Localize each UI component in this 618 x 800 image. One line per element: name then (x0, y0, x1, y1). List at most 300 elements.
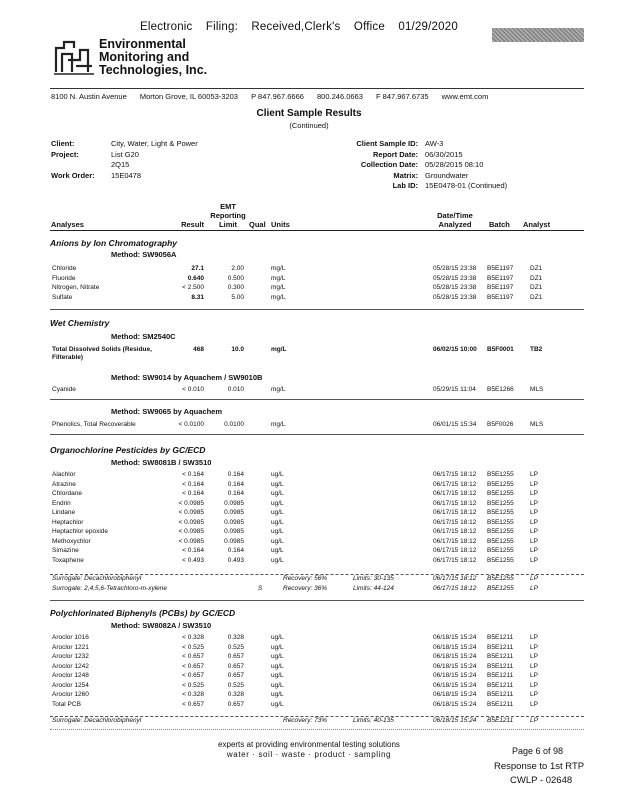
analyte-name: Heptachlor epoxide (52, 528, 109, 535)
scan-stamp-mark (492, 28, 584, 42)
date-analyzed: 06/17/15 18:12 (433, 528, 477, 535)
analyst-id: LP (530, 480, 538, 488)
table-row (0, 691, 618, 701)
result-value: < 0.0985 (178, 499, 204, 507)
reporting-limit: 0.328 (227, 691, 244, 698)
result-value: < 0.164 (182, 471, 204, 478)
date-analyzed: 06/01/15 15:34 (433, 421, 477, 428)
address-tollfree: 800.246.0663 (317, 92, 363, 101)
date-analyzed: 06/17/15 18:12 (433, 499, 477, 507)
surrogate-name: Surrogate: Decachlorobiphenyl (52, 575, 142, 582)
date-analyzed: 06/18/15 15:24 (433, 681, 477, 689)
qualifier: S (257, 584, 263, 592)
reporting-limit: 2.00 (231, 265, 244, 272)
date-analyzed: 06/17/15 18:12 (433, 556, 477, 564)
units: ug/L (271, 528, 284, 535)
result-value: < 0.525 (182, 643, 204, 651)
method-anions: Method: SW9056A (111, 250, 177, 259)
header-rule (50, 230, 584, 231)
result-value: < 0.0985 (178, 509, 204, 516)
batch-id: B5E1255 (487, 471, 514, 478)
units: ug/L (271, 471, 284, 478)
surrogate-row (0, 575, 618, 585)
date-analyzed: 06/17/15 18:12 (433, 547, 477, 554)
analyst-id: LP (530, 662, 538, 670)
address-street: 8100 N. Austin Avenue (51, 92, 127, 101)
table-row (0, 265, 618, 275)
units: ug/L (271, 499, 284, 507)
units: ug/L (271, 518, 284, 526)
sample-id-label: Client Sample ID: (356, 139, 418, 148)
footer-tagline: experts at providing environmental testing solutions (218, 740, 400, 749)
analyst-id: LP (530, 547, 538, 554)
table-row (0, 682, 618, 692)
table-row (0, 509, 618, 519)
reporting-limit: 0.0100 (224, 421, 244, 428)
reporting-limit: 0.493 (227, 556, 244, 564)
analyst-id: LP (530, 575, 538, 582)
report-date-label: Report Date: (372, 149, 418, 159)
analyte-name: Fluoride (52, 274, 76, 282)
filing-date: 01/29/2020 (398, 21, 458, 33)
units: mg/L (271, 265, 286, 272)
method-wet: Method: SM2540C (111, 332, 176, 341)
units: ug/L (271, 556, 284, 564)
analyte-name: Aroclor 1232 (52, 653, 89, 660)
analyte-name: Methoxychlor (52, 537, 91, 545)
table-row (0, 490, 618, 500)
filing-part-4: Office (353, 21, 385, 33)
table-row (0, 701, 618, 711)
recovery: Recovery: 36% (283, 584, 328, 592)
date-analyzed: 06/17/15 18:12 (433, 575, 477, 582)
date-analyzed: 06/18/15 15:24 (433, 672, 477, 679)
result-value: 0.640 (187, 274, 204, 282)
surrogate-name: Surrogate: 2,4,5,6-Tetrachloro-m-xylene (52, 584, 168, 592)
project-value: List G20 (111, 149, 139, 159)
date-analyzed: 06/02/15 10:00 (433, 346, 477, 353)
date-analyzed: 06/18/15 15:24 (433, 691, 477, 698)
project-value-2: 2Q15 (111, 160, 130, 169)
units: ug/L (271, 691, 284, 698)
report-date-value: 06/30/2015 (425, 149, 463, 159)
emt-logo-icon (52, 38, 96, 76)
units: mg/L (271, 386, 286, 393)
analyst-id: LP (530, 634, 538, 641)
result-value: < 0.657 (182, 672, 204, 679)
units: ug/L (271, 547, 284, 554)
reporting-limit: 0.300 (227, 284, 244, 291)
analyte-name: Total Dissolved Solids (Residue, (52, 346, 152, 353)
analyte-name-continued: Filterable) (52, 354, 84, 361)
result-value: < 0.164 (182, 490, 204, 497)
units: mg/L (271, 284, 286, 291)
date-analyzed: 06/17/15 18:12 (433, 584, 477, 592)
date-analyzed: 06/17/15 18:12 (433, 471, 477, 478)
batch-id: B5E1197 (487, 284, 514, 291)
recovery: Recovery: 73% (283, 717, 328, 724)
header-batch: Batch (489, 220, 510, 229)
batch-id: B5F0026 (487, 421, 514, 428)
surrogate-divider (50, 574, 584, 575)
method-cyanide: Method: SW9014 by Aquachem / SW9010B (111, 373, 263, 382)
method-phenolics: Method: SW9065 by Aquachem (111, 407, 222, 416)
table-row (0, 557, 618, 567)
units: ug/L (271, 700, 284, 708)
units: ug/L (271, 634, 284, 641)
table-row (0, 294, 618, 304)
collection-date-value: 05/28/2015 08:10 (425, 160, 484, 169)
units: mg/L (271, 346, 287, 353)
batch-id: B5E1266 (487, 386, 514, 393)
reporting-limit: 0.657 (227, 672, 244, 679)
filing-part-3: Received,Clerk's (251, 21, 341, 33)
batch-id: B5E1255 (487, 547, 514, 554)
address-fax: F 847.967.6735 (376, 92, 429, 101)
analyst-id: LP (530, 653, 538, 660)
table-row (0, 653, 618, 663)
table-row (0, 421, 618, 431)
table-row (0, 547, 618, 557)
filing-part-2: Filing: (205, 21, 238, 33)
reporting-limit: 0.0985 (224, 499, 244, 507)
batch-id: B5E1197 (487, 265, 514, 272)
result-value: < 0.525 (182, 681, 204, 689)
batch-id: B5E1197 (487, 293, 514, 301)
company-line-1: Environmental (99, 37, 186, 51)
analyte-name: Aroclor 1242 (52, 662, 89, 670)
units: ug/L (271, 653, 284, 660)
reporting-limit: 0.525 (227, 643, 244, 651)
table-row (0, 672, 618, 682)
units: ug/L (271, 490, 284, 497)
section-wet-title: Wet Chemistry (50, 318, 110, 328)
date-analyzed: 06/18/15 15:24 (433, 643, 477, 651)
batch-id: B5E1211 (487, 691, 514, 698)
batch-id: B5E1211 (487, 700, 514, 708)
analyst-id: LP (530, 672, 538, 679)
analyst-id: MLS (530, 421, 544, 428)
result-value: 8.31 (191, 293, 204, 301)
section-anions-title: Anions by Ion Chromatography (50, 238, 178, 248)
analyst-id: DZ1 (530, 293, 543, 301)
result-value: < 0.493 (182, 556, 204, 564)
analyst-id: LP (530, 681, 538, 689)
analyte-name: Total PCB (52, 700, 81, 708)
header-rl-line-1: EMT (220, 202, 236, 211)
batch-id: B5E1255 (487, 509, 514, 516)
filing-stamp-line (140, 21, 468, 33)
reporting-limit: 0.657 (227, 653, 244, 660)
section-divider (50, 600, 584, 601)
surrogate-row (0, 585, 618, 595)
result-value: < 0.657 (182, 653, 204, 660)
reporting-limit: 0.164 (227, 480, 244, 488)
date-analyzed: 05/28/15 23:38 (433, 265, 477, 272)
batch-id: B5E1255 (487, 575, 514, 582)
batch-id: B5E1211 (487, 634, 514, 641)
project-label: Project: (51, 149, 79, 159)
header-analyses: Analyses (51, 220, 84, 229)
date-analyzed: 05/29/15 11:04 (433, 386, 476, 393)
date-analyzed: 06/18/15 15:24 (433, 700, 477, 708)
company-name (99, 38, 207, 77)
batch-id: B5E1211 (487, 653, 514, 660)
reporting-limit: 0.657 (227, 662, 244, 670)
batch-id: B5E1255 (487, 556, 514, 564)
date-analyzed: 05/28/15 23:38 (433, 293, 477, 301)
batch-id: B5F0001 (487, 346, 514, 353)
table-row (0, 481, 618, 491)
date-analyzed: 06/17/15 18:12 (433, 480, 477, 488)
reporting-limit: 0.164 (227, 471, 244, 478)
header-date-line-2: Analyzed (438, 220, 472, 229)
reporting-limit: 0.525 (227, 681, 244, 689)
matrix-value: Groundwater (425, 170, 469, 180)
batch-id: B5E1211 (487, 662, 514, 670)
analyst-id: LP (530, 556, 538, 564)
batch-id: B5E1197 (487, 274, 514, 282)
header-date-line-1: Date/Time (437, 211, 473, 220)
method-organochlorine: Method: SW8081B / SW3510 (111, 458, 212, 467)
lab-id-label: Lab ID: (392, 181, 418, 190)
analyte-name: Chloride (52, 265, 77, 272)
limits: Limits: 44-124 (353, 584, 394, 592)
footer-services: water · soil · waste · product · sampling (226, 750, 392, 759)
response-label: Response to 1st RTP (494, 761, 585, 772)
header-qual: Qual (249, 220, 266, 229)
result-value: < 2.500 (182, 284, 204, 291)
analyst-id: DZ1 (530, 265, 543, 272)
analyst-id: LP (530, 537, 538, 545)
reporting-limit: 0.0985 (224, 537, 244, 545)
table-row-continued (0, 354, 618, 364)
company-line-3: Technologies, Inc. (99, 63, 208, 77)
units: ug/L (271, 509, 284, 516)
analyte-name: Sulfate (52, 293, 73, 301)
result-value: < 0.0985 (178, 537, 204, 545)
date-analyzed: 06/18/15 15:24 (433, 717, 477, 724)
analyte-name: Toxaphene (52, 556, 84, 564)
units: mg/L (271, 274, 286, 282)
table-row (0, 500, 618, 510)
table-row (0, 644, 618, 654)
reporting-limit: 0.010 (227, 386, 244, 393)
batch-id: B5E1211 (487, 717, 514, 724)
analyte-name: Endrin (52, 499, 71, 507)
analyte-name: Atrazine (52, 480, 76, 488)
header-divider (50, 88, 584, 89)
table-row (0, 284, 618, 294)
reporting-limit: 0.0985 (224, 528, 244, 535)
table-row (0, 275, 618, 285)
date-analyzed: 06/18/15 15:24 (433, 653, 477, 660)
date-analyzed: 06/17/15 18:12 (433, 537, 477, 545)
units: ug/L (271, 672, 284, 679)
page-number: Page 6 of 98 (512, 746, 564, 756)
section-divider (50, 309, 584, 310)
reporting-limit: 5.00 (231, 293, 244, 301)
limits: Limits: 40-135 (353, 717, 394, 724)
address-web: www.emt.com (441, 92, 489, 101)
reporting-limit: 0.328 (227, 634, 244, 641)
recovery: Recovery: 56% (283, 575, 328, 582)
bates-number: CWLP - 02648 (510, 775, 573, 786)
result-value: < 0.164 (182, 480, 204, 488)
batch-id: B5E1211 (487, 672, 514, 679)
result-value: < 0.0985 (178, 528, 204, 535)
report-title: Client Sample Results (256, 108, 362, 119)
reporting-limit: 0.164 (227, 547, 244, 554)
batch-id: B5E1255 (487, 537, 514, 545)
table-row (0, 663, 618, 673)
result-value: < 0.657 (182, 662, 204, 670)
batch-id: B5E1255 (487, 528, 514, 535)
analyst-id: LP (530, 471, 538, 478)
date-analyzed: 05/28/15 23:38 (433, 274, 477, 282)
analyte-name: Phenolics, Total Recoverable (52, 421, 136, 428)
analyte-name: Aroclor 1254 (52, 681, 89, 689)
units: ug/L (271, 662, 284, 670)
analyte-name: Aroclor 1248 (52, 672, 89, 679)
reporting-limit: 0.657 (227, 700, 244, 708)
analyst-id: LP (530, 518, 538, 526)
units: ug/L (271, 537, 284, 545)
batch-id: B5E1255 (487, 499, 514, 507)
client-label: Client: (51, 139, 75, 148)
address-phone: P 847.967.6666 (251, 92, 304, 101)
client-info-labels (51, 139, 95, 181)
analyte-name: Aroclor 1221 (52, 643, 89, 651)
result-value: 27.1 (191, 265, 204, 272)
analyst-id: TB2 (530, 346, 543, 353)
batch-id: B5E1255 (487, 490, 514, 497)
work-order-value: 15E0478 (111, 170, 142, 180)
analyte-name: Alachlor (52, 471, 76, 478)
analyst-id: LP (530, 717, 538, 724)
header-date (427, 211, 483, 229)
collection-date-label: Collection Date: (360, 160, 418, 169)
section-organochlorine-title: Organochlorine Pesticides by GC/ECD (50, 445, 206, 455)
units: mg/L (271, 293, 286, 301)
sample-info-labels (330, 139, 418, 192)
footer-divider (50, 729, 584, 730)
reporting-limit: 0.0985 (224, 509, 244, 516)
table-row (0, 519, 618, 529)
result-value: < 0.328 (182, 634, 204, 641)
header-analyst: Analyst (523, 220, 551, 229)
batch-id: B5E1211 (487, 681, 514, 689)
result-value: < 0.328 (182, 691, 204, 698)
date-analyzed: 05/28/15 23:38 (433, 284, 477, 291)
sample-info-values (425, 139, 507, 192)
surrogate-name: Surrogate: Decachlorobiphenyl (52, 717, 142, 724)
batch-id: B5E1255 (487, 480, 514, 488)
analyte-name: Simazine (52, 547, 79, 554)
units: ug/L (271, 681, 284, 689)
table-row (0, 471, 618, 481)
client-value: City, Water, Light & Power (111, 139, 198, 148)
analyte-name: Cyanide (52, 386, 76, 393)
section-divider (50, 434, 584, 435)
batch-id: B5E1211 (487, 643, 514, 651)
units: ug/L (271, 643, 284, 651)
header-rl-line-3: Limit (219, 220, 237, 229)
method-pcb: Method: SW8082A / SW3510 (111, 621, 212, 630)
date-analyzed: 06/17/15 18:12 (433, 518, 477, 526)
analyst-id: LP (530, 528, 538, 535)
batch-id: B5E1255 (487, 518, 514, 526)
section-pcb-title: Polychlorinated Biphenyls (PCBs) by GC/ECD (50, 608, 236, 618)
analyst-id: LP (530, 643, 538, 651)
date-analyzed: 06/17/15 18:12 (433, 509, 477, 516)
reporting-limit: 10.0 (231, 346, 244, 353)
analyst-id: LP (530, 691, 538, 698)
result-value: 468 (193, 346, 204, 353)
date-analyzed: 06/18/15 15:24 (433, 634, 477, 641)
limits: Limits: 30-135 (353, 575, 394, 582)
surrogate-row (0, 717, 618, 727)
table-row (0, 634, 618, 644)
date-analyzed: 06/18/15 15:24 (433, 662, 477, 670)
header-units: Units (271, 220, 290, 229)
date-analyzed: 06/17/15 18:12 (433, 490, 477, 497)
address-city: Morton Grove, IL 60053-3203 (139, 92, 238, 101)
result-value: < 0.657 (182, 700, 204, 708)
matrix-label: Matrix: (393, 170, 418, 180)
surrogate-divider (50, 716, 584, 717)
analyst-id: DZ1 (530, 274, 543, 282)
company-line-2: Monitoring and (99, 50, 190, 64)
analyte-name: Aroclor 1260 (52, 691, 89, 698)
filing-part-1: Electronic (140, 21, 193, 33)
analyte-name: Chlordane (52, 490, 82, 497)
analyst-id: LP (530, 509, 538, 516)
result-value: < 0.0985 (178, 518, 204, 526)
analyst-id: MLS (530, 386, 544, 393)
units: ug/L (271, 480, 284, 488)
address-line (51, 92, 571, 101)
report-subtitle: (Continued) (289, 121, 329, 130)
header-reporting-limit (208, 202, 248, 229)
table-row (0, 538, 618, 548)
analyst-id: LP (530, 499, 538, 507)
section-divider (50, 399, 584, 400)
table-row (0, 386, 618, 396)
analyst-id: DZ1 (530, 284, 543, 291)
table-row (0, 528, 618, 538)
analyte-name: Lindane (52, 509, 76, 516)
reporting-limit: 0.500 (227, 274, 244, 282)
lab-id-value: 15E0478-01 (Continued) (425, 181, 508, 190)
header-result: Result (181, 220, 204, 229)
analyte-name: Heptachlor (52, 518, 84, 526)
units: mg/L (271, 421, 286, 428)
sample-id-value: AW-3 (425, 139, 444, 148)
analyte-name: Aroclor 1016 (52, 634, 89, 641)
reporting-limit: 0.164 (227, 490, 244, 497)
analyte-name: Nitrogen, Nitrate (52, 284, 100, 291)
result-value: < 0.0100 (178, 421, 204, 428)
batch-id: B5E1255 (487, 584, 514, 592)
analyst-id: LP (530, 584, 538, 592)
analyst-id: LP (530, 490, 538, 497)
result-value: < 0.164 (182, 547, 204, 554)
reporting-limit: 0.0985 (224, 518, 244, 526)
analyst-id: LP (530, 700, 538, 708)
work-order-label: Work Order: (51, 170, 95, 180)
result-value: < 0.010 (182, 386, 204, 393)
